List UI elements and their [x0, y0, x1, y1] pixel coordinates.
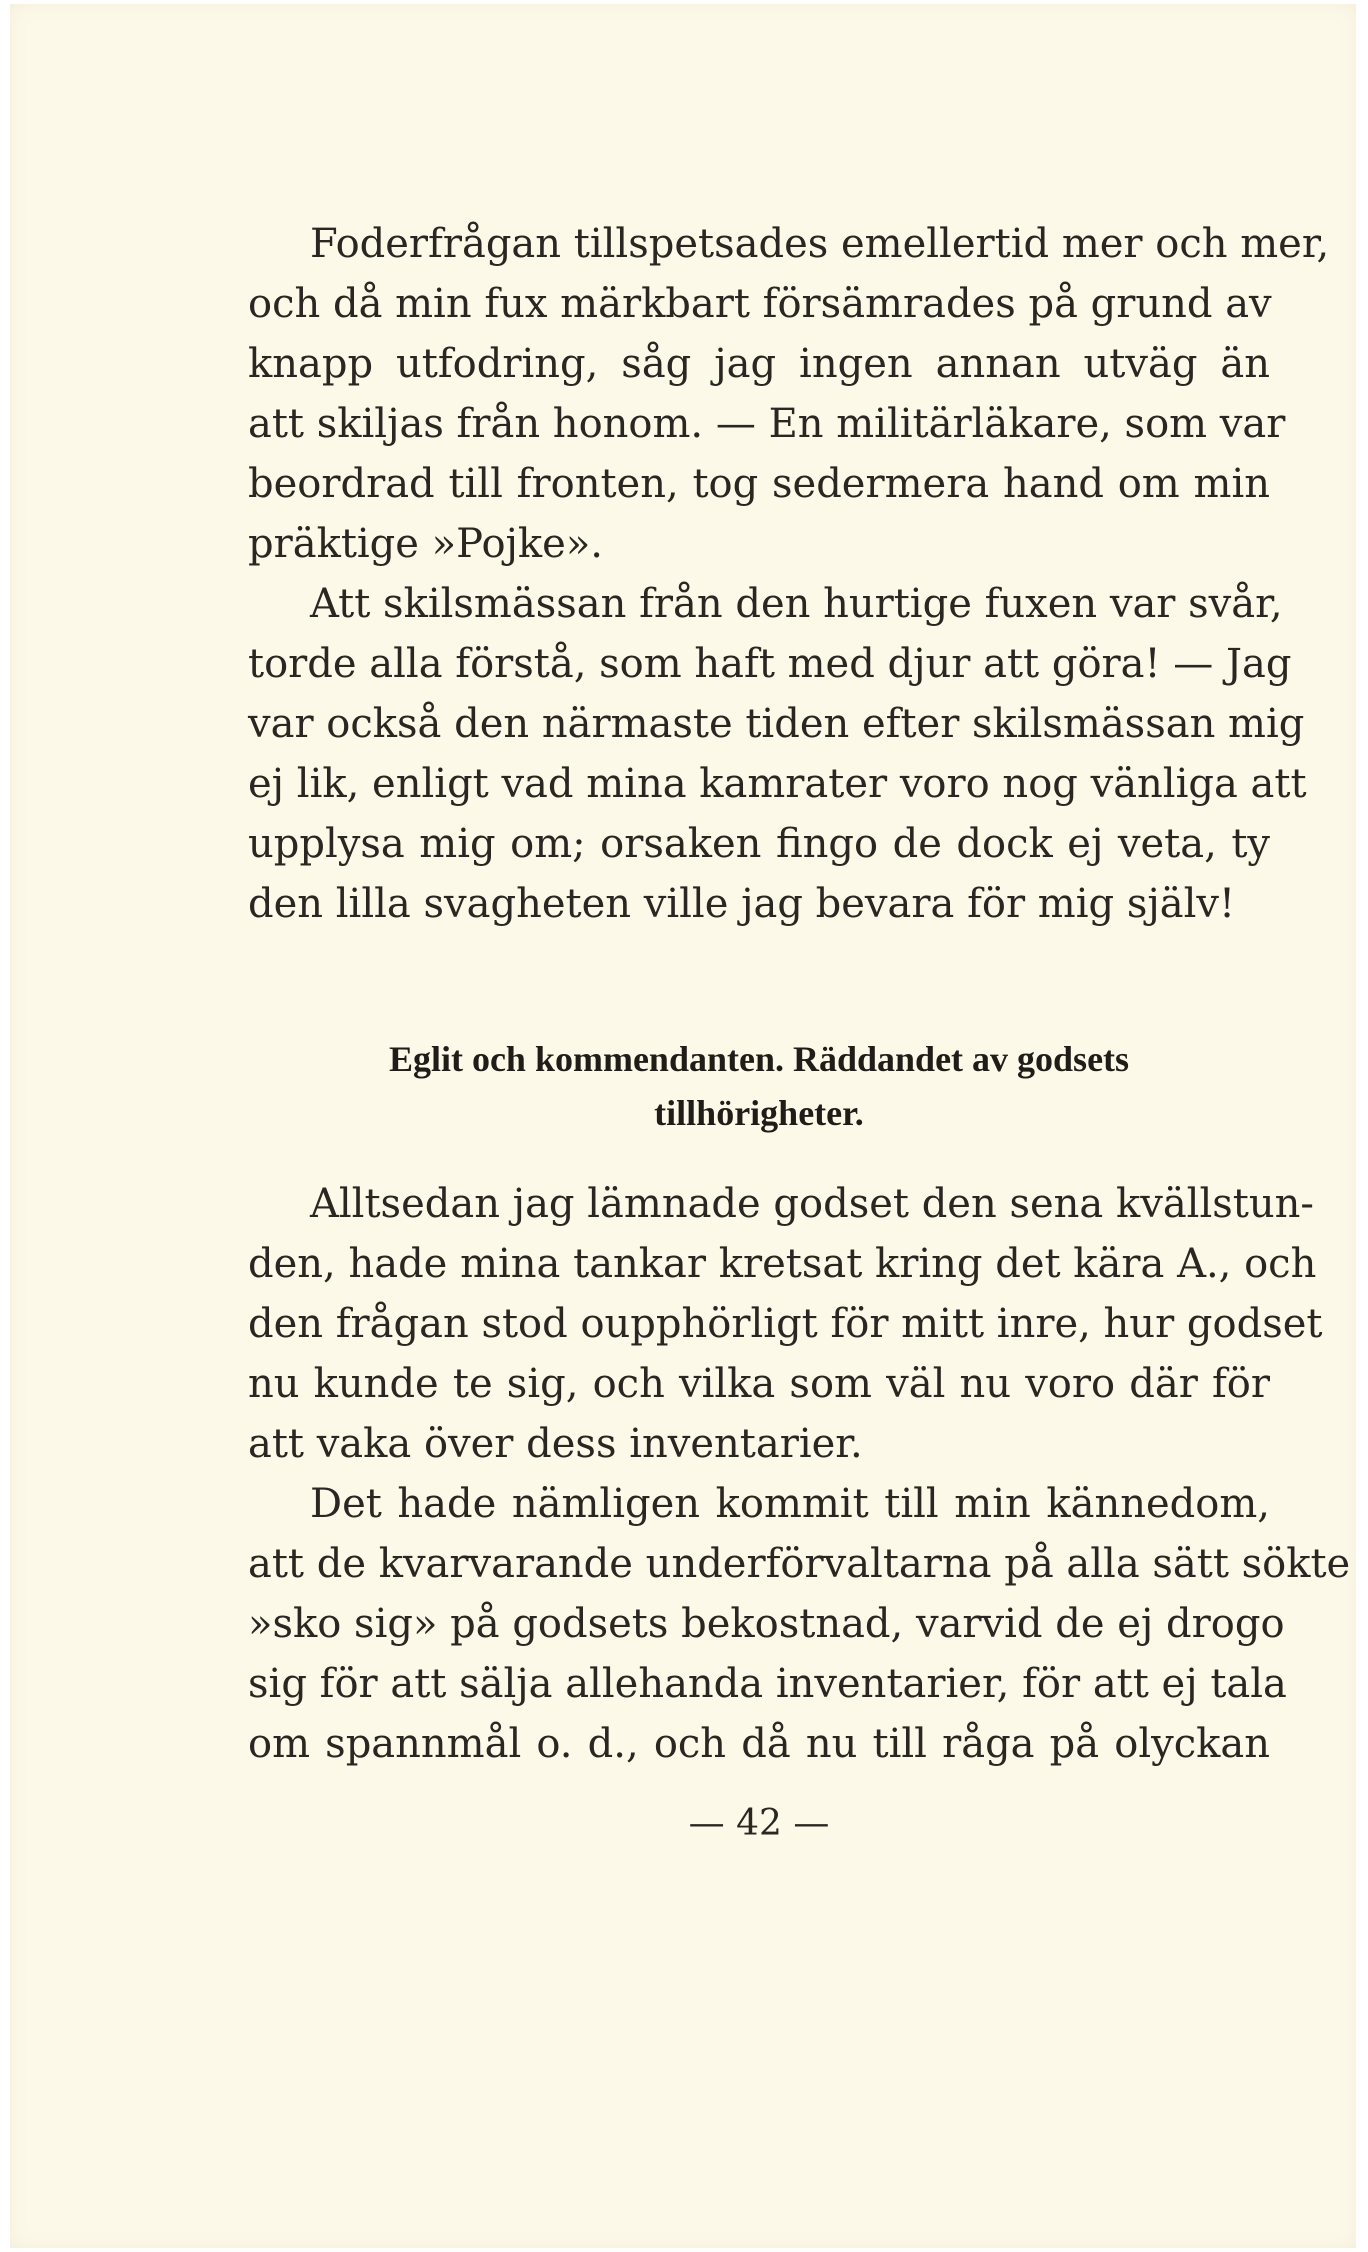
text-line: den, hade mina tankar kretsat kring det kära A., och: [248, 1241, 1317, 1287]
paragraph-4: [248, 1474, 1351, 1774]
paragraph-2: [248, 574, 1307, 934]
text-line: »sko sig» på godsets bekostnad, varvid de ej drogo: [248, 1601, 1285, 1647]
text-line: Det hade nämligen kommit till min kännedom,: [310, 1481, 1270, 1527]
text-line: att vaka över dess inventarier.: [248, 1421, 863, 1467]
text-line: beordrad till fronten, tog sedermera hand om min: [248, 461, 1270, 507]
text-line: och då min fux märkbart försämrades på grund av: [248, 281, 1272, 327]
text-line: den frågan stod oupphörligt för mitt inre, hur godset: [248, 1301, 1323, 1347]
text-line: om spannmål o. d., och då nu till råga på olyckan: [248, 1721, 1270, 1767]
text-line: upplysa mig om; orsaken fingo de dock ej veta, ty: [248, 821, 1270, 867]
page-number: — 42 —: [688, 1803, 830, 1844]
text-line: Att skilsmässan från den hurtige fuxen var svår,: [310, 581, 1283, 627]
text-line: Alltsedan jag lämnade godset den sena kvällstun-: [310, 1181, 1314, 1227]
text-line: knapp utfodring, såg jag ingen annan utväg än: [248, 341, 1270, 387]
text-line: att skiljas från honom. — En militärläkare, som var: [248, 401, 1286, 447]
text-line: nu kunde te sig, och vilka som väl nu voro där för: [248, 1361, 1270, 1407]
text-line: sig för att sälja allehanda inventarier, för att ej tala: [248, 1661, 1287, 1707]
text-line: Foderfrågan tillspetsades emellertid mer och mer,: [310, 221, 1330, 267]
section-heading: [248, 1032, 1270, 1140]
text-line: att de kvarvarande underförvaltarna på alla sätt sökte: [248, 1541, 1351, 1587]
paragraph-3: [248, 1174, 1323, 1474]
text-line: torde alla förstå, som haft med djur att göra! — Jag: [248, 641, 1292, 687]
text-line: ej lik, enligt vad mina kamrater voro nog vänliga att: [248, 761, 1307, 807]
text-line: präktige »Pojke».: [248, 521, 604, 567]
heading-line: Eglit och kommendanten. Räddandet av godsets: [388, 1039, 1130, 1079]
text-line: den lilla svagheten ville jag bevara för mig själv!: [248, 881, 1236, 927]
paragraph-1: [248, 214, 1330, 574]
text-line: var också den närmaste tiden efter skilsmässan mig: [248, 701, 1305, 747]
book-page: [10, 4, 1356, 2248]
heading-line: tillhörigheter.: [654, 1093, 864, 1133]
